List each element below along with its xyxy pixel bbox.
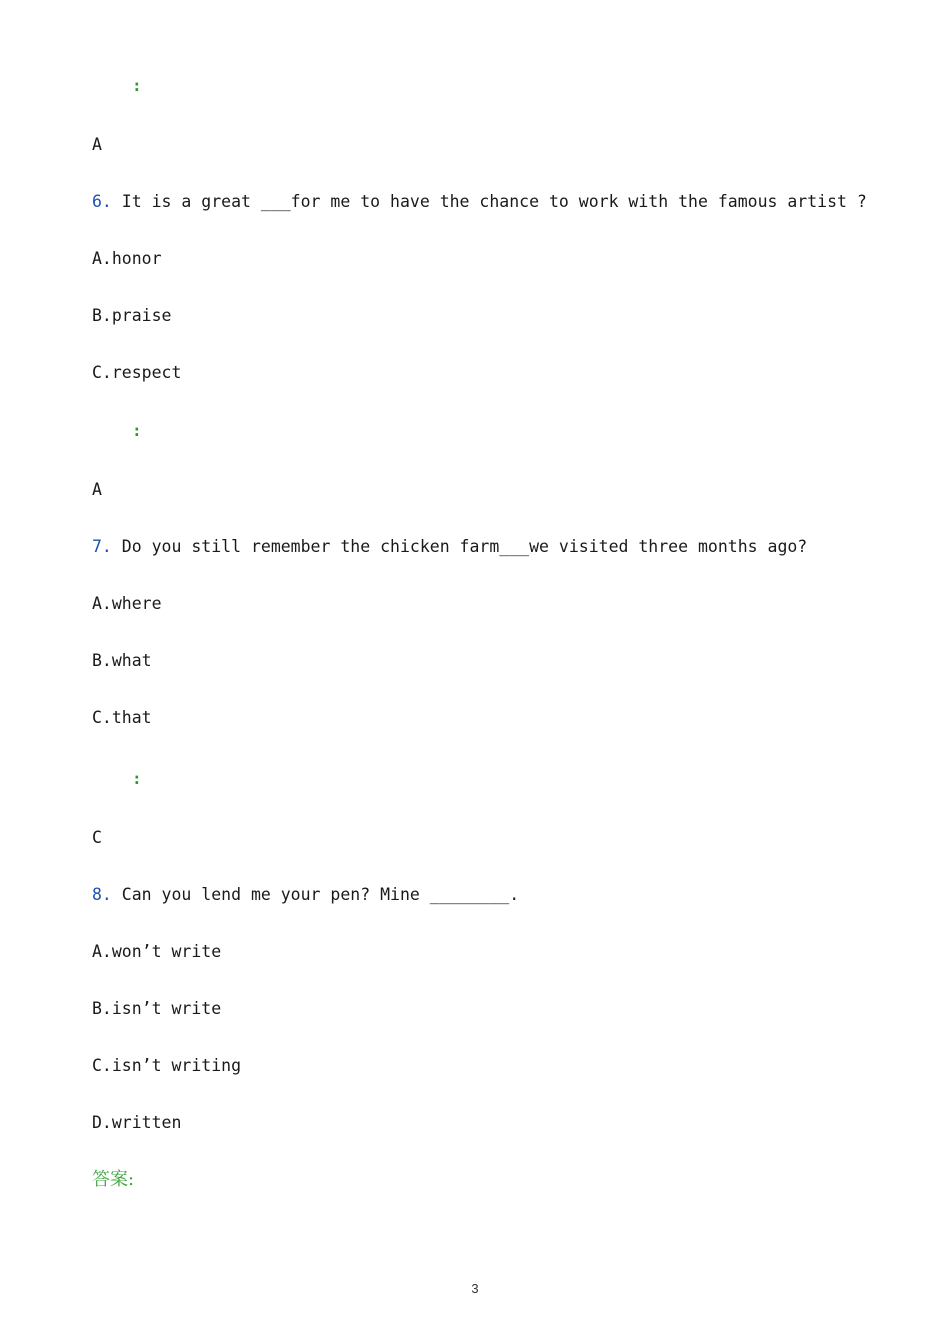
question-text: Can you lend me your pen? Mine ________.: [111, 885, 520, 904]
answer-value: C: [92, 828, 102, 847]
answer-label: 答案:: [92, 1169, 135, 1190]
question-number: 7.: [92, 537, 112, 556]
option-d: D.written: [92, 1113, 182, 1132]
option-b: B.what: [92, 651, 152, 670]
page-number: 3: [471, 1281, 479, 1296]
option-c: C.isn’t writing: [92, 1056, 242, 1075]
option-c: C.respect: [92, 363, 182, 382]
question-text: It is a great ___for me to have the chance to work with the famous artist ?: [111, 192, 867, 211]
option-b: B.praise: [92, 306, 172, 325]
question-number: 6.: [92, 192, 112, 211]
option-b: B.isn’t write: [92, 999, 222, 1018]
option-a: A.honor: [92, 249, 162, 268]
question-6: [92, 192, 867, 212]
option-a: A.won’t write: [92, 942, 222, 961]
question-8: [92, 885, 519, 905]
option-a: A.where: [92, 594, 162, 613]
answer-colon: :: [132, 421, 142, 440]
answer-value: A: [92, 135, 102, 154]
question-7: [92, 537, 807, 557]
question-text: Do you still remember the chicken farm___we visited three months ago?: [111, 537, 808, 556]
answer-value: A: [92, 480, 102, 499]
answer-colon: :: [132, 76, 142, 95]
question-number: 8.: [92, 885, 112, 904]
answer-colon: :: [132, 769, 142, 788]
option-c: C.that: [92, 708, 152, 727]
